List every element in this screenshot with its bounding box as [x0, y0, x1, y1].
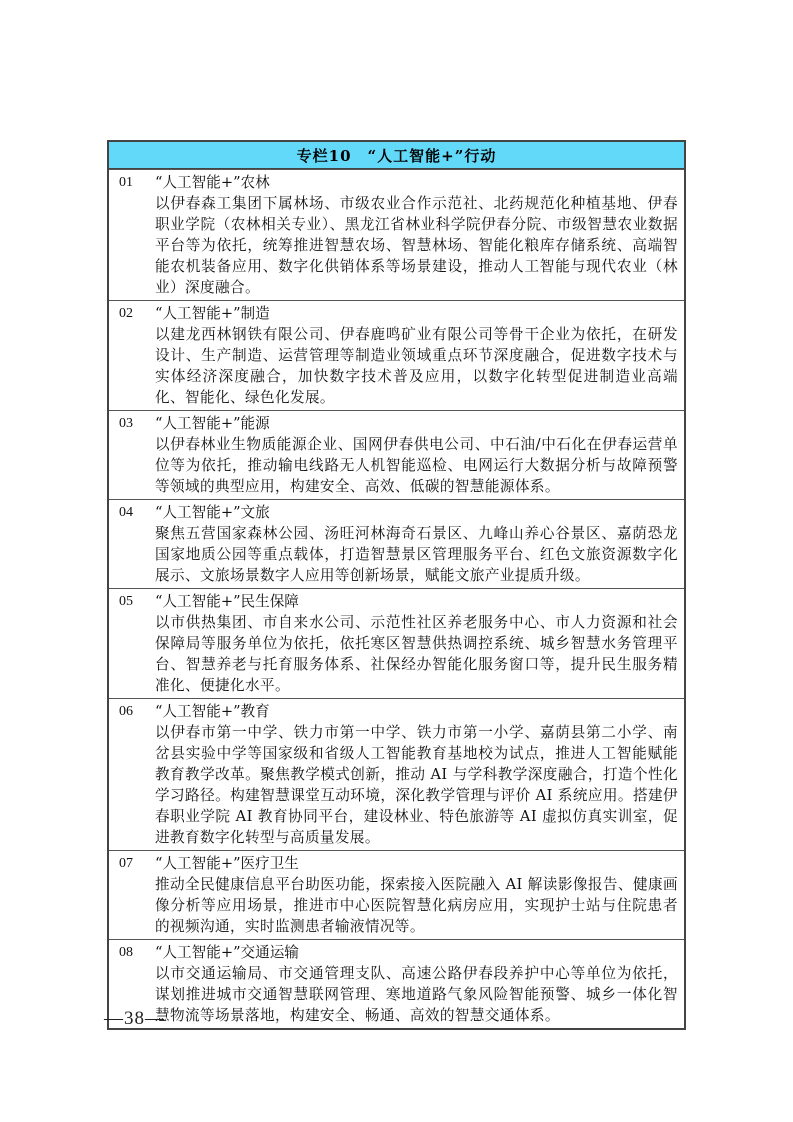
row-title: “人工智能+”医疗卫生 [155, 855, 299, 872]
row-content [155, 413, 684, 497]
row-body: 以伊春森工集团下属林场、市级农业合作示范社、北药规范化种植基地、伊春职业学院（农林相关专业）、黑龙江省林业科学院伊春分院、市级智慧农业数据平台等为依托，统筹推进智慧农场、智慧林场、智能化粮库存储系统、高端智能农机装备应用、数字化供销体系等场景建设，推动人工智能与现代农业（林业）深度融合。 [155, 195, 678, 296]
row-number: 07 [119, 856, 133, 871]
row-title: “人工智能+”教育 [155, 703, 270, 720]
row-title: “人工智能+”制造 [155, 305, 270, 322]
table-row [109, 939, 684, 1028]
row-body: 以市供热集团、市自来水公司、示范性社区养老服务中心、市人力资源和社会保障局等服务单位为依托，依托寒区智慧供热调控系统、城乡智慧水务管理平台、智慧养老与托育服务体系、社保经办智能化服务窗口等，提升民生服务精准化、便捷化水平。 [155, 614, 678, 694]
row-content [155, 172, 684, 298]
table-row [109, 499, 684, 588]
table-header [109, 142, 684, 169]
table-row [109, 410, 684, 499]
row-title: “人工智能+”交通运输 [155, 944, 299, 961]
row-title: “人工智能+”文旅 [155, 504, 270, 521]
row-title: “人工智能+”农林 [155, 174, 270, 191]
table-row [109, 588, 684, 698]
row-content [155, 303, 684, 408]
page-number: —38— [104, 1008, 165, 1029]
row-content [155, 591, 684, 696]
row-body: 以伊春林业生物质能源企业、国网伊春供电公司、中石油/中石化在伊春运营单位等为依托，推动输电线路无人机智能巡检、电网运行大数据分析与故障预警等领域的典型应用，构建安全、高效、低碳的智慧能源体系。 [155, 436, 678, 495]
row-content [155, 502, 684, 586]
row-body: 聚焦五营国家森林公园、汤旺河林海奇石景区、九峰山养心谷景区、嘉荫恐龙国家地质公园等重点载体，打造智慧景区管理服务平台、红色文旅资源数字化展示、文旅场景数字人应用等创新场景，赋能文旅产业提质升级。 [155, 525, 678, 584]
row-title: “人工智能+”民生保障 [155, 593, 299, 610]
row-number: 06 [119, 704, 133, 719]
row-number: 01 [119, 175, 133, 190]
row-body: 以伊春市第一中学、铁力市第一中学、铁力市第一小学、嘉荫县第二小学、南岔县实验中学等国家级和省级人工智能教育基地校为试点，推进人工智能赋能教育教学改革。聚焦教学模式创新，推动 AI 与学科教学深度融合，打造个性化学习路径。构建智慧课堂互动环境，深化教学管理与评价 AI 系统应用。搭建伊春职业学院 AI 教育协同平台，建设林业、特色旅游等 AI 虚拟仿真实训室，促进教育数字化转型与高质量发展。 [155, 724, 678, 846]
row-content [155, 853, 684, 937]
row-content [155, 701, 684, 848]
row-number: 08 [119, 945, 133, 960]
row-body: 推动全民健康信息平台助医功能，探索接入医院融入 AI 解读影像报告、健康画像分析等应用场景，推进市中心医院智慧化病房应用，实现护士站与住院患者的视频沟通，实时监测患者输液情况等。 [155, 876, 678, 935]
row-body: 以市交通运输局、市交通管理支队、高速公路伊春段养护中心等单位为依托，谋划推进城市交通智慧联网管理、寒地道路气象风险智能预警、城乡一体化智慧物流等场景落地，构建安全、畅通、高效的智慧交通体系。 [155, 965, 678, 1024]
table-row [109, 698, 684, 850]
row-content [155, 942, 684, 1026]
row-number: 05 [119, 594, 133, 609]
row-body: 以建龙西林钢铁有限公司、伊春鹿鸣矿业有限公司等骨干企业为依托，在研发设计、生产制造、运营管理等制造业领域重点环节深度融合，促进数字技术与实体经济深度融合，加快数字技术普及应用，以数字化转型促进制造业高端化、智能化、绿色化发展。 [155, 326, 678, 406]
row-number: 03 [119, 416, 133, 431]
special-column-table [107, 140, 686, 1030]
table-header-title: 专栏10 “人工智能+”行动 [296, 146, 497, 165]
table-row [109, 169, 684, 300]
table-row [109, 850, 684, 939]
row-number: 04 [119, 505, 133, 520]
row-title: “人工智能+”能源 [155, 415, 270, 432]
row-number: 02 [119, 306, 133, 321]
table-row [109, 300, 684, 410]
